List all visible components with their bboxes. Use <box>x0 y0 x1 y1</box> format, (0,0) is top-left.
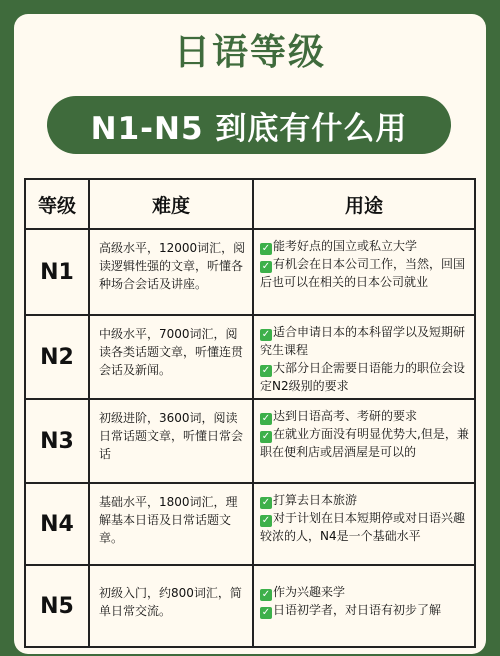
uses-cell <box>254 230 474 314</box>
use-item: ✓ 大部分日企需要日语能力的职位会设定N2级别的要求 <box>260 361 466 393</box>
difficulty-cell: 中级水平，7000词汇，阅读各类话题文章，听懂连贯会话及新闻。 <box>90 316 254 398</box>
subtitle-text: N1-N5 到底有什么用 <box>90 110 408 147</box>
check-icon: ✓ <box>261 243 271 254</box>
use-item: ✓ 作为兴趣来学 <box>261 585 346 600</box>
use-item: ✓ 适合申请日本的本科留学以及短期研究生课程 <box>260 325 466 357</box>
check-icon: ✓ <box>261 365 271 376</box>
uses-cell <box>254 400 474 482</box>
level-cell <box>26 316 90 398</box>
uses-cell <box>254 566 474 646</box>
use-item: ✓ 打算去日本旅游 <box>261 493 358 508</box>
check-icon: ✓ <box>261 261 271 272</box>
uses-cell <box>254 316 474 398</box>
level-label: N3 <box>40 428 74 454</box>
difficulty-cell: 高级水平，12000词汇，阅读逻辑性强的文章，听懂各种场合会话及讲座。 <box>90 230 254 314</box>
header-level: 等级 <box>26 180 90 228</box>
difficulty-cell: 初级入门，约800词汇，简单日常交流。 <box>90 566 254 646</box>
level-cell <box>26 230 90 314</box>
table-row <box>26 566 474 646</box>
table-header-row <box>26 180 474 230</box>
check-icon: ✓ <box>261 413 271 424</box>
use-item: ✓ 有机会在日本公司工作，当然，回国后也可以在相关的日本公司就业 <box>260 257 466 289</box>
check-icon: ✓ <box>261 497 271 508</box>
header-uses: 用途 <box>344 194 383 217</box>
check-icon: ✓ <box>261 607 271 618</box>
use-item: ✓ 达到日语高考、考研的要求 <box>261 409 418 424</box>
use-item: ✓ 日语初学者，对日语有初步了解 <box>261 603 442 618</box>
table-row <box>26 316 474 400</box>
level-cell <box>26 484 90 564</box>
uses-cell <box>254 484 474 564</box>
page-title: 日语等级 <box>173 32 326 73</box>
table-row <box>26 484 474 566</box>
use-item: ✓ 在就业方面没有明显优势大,但是，兼职在便利店或居酒屋是可以的 <box>260 427 469 459</box>
jlpt-table <box>24 178 476 648</box>
level-label: N2 <box>40 344 74 370</box>
difficulty-cell: 初级进阶，3600词，阅读日常话题文章，听懂日常会话 <box>90 400 254 482</box>
check-icon: ✓ <box>261 589 271 600</box>
check-icon: ✓ <box>261 329 271 340</box>
header-difficulty: 难度 <box>90 180 254 228</box>
subtitle-banner <box>47 96 451 154</box>
difficulty-cell: 基础水平，1800词汇，理解基本日语及日常话题文章。 <box>90 484 254 564</box>
level-cell <box>26 400 90 482</box>
table-row <box>26 400 474 484</box>
level-label: N5 <box>40 593 74 619</box>
table-row <box>26 230 474 316</box>
use-item: ✓ 对于计划在日本短期停或对日语兴趣较浓的人，N4是一个基础水平 <box>260 511 466 543</box>
level-label: N1 <box>40 259 74 285</box>
check-icon: ✓ <box>261 515 271 526</box>
use-item: ✓ 能考好点的国立或私立大学 <box>261 239 418 254</box>
level-label: N4 <box>40 511 74 537</box>
check-icon: ✓ <box>261 431 271 442</box>
level-cell <box>26 566 90 646</box>
